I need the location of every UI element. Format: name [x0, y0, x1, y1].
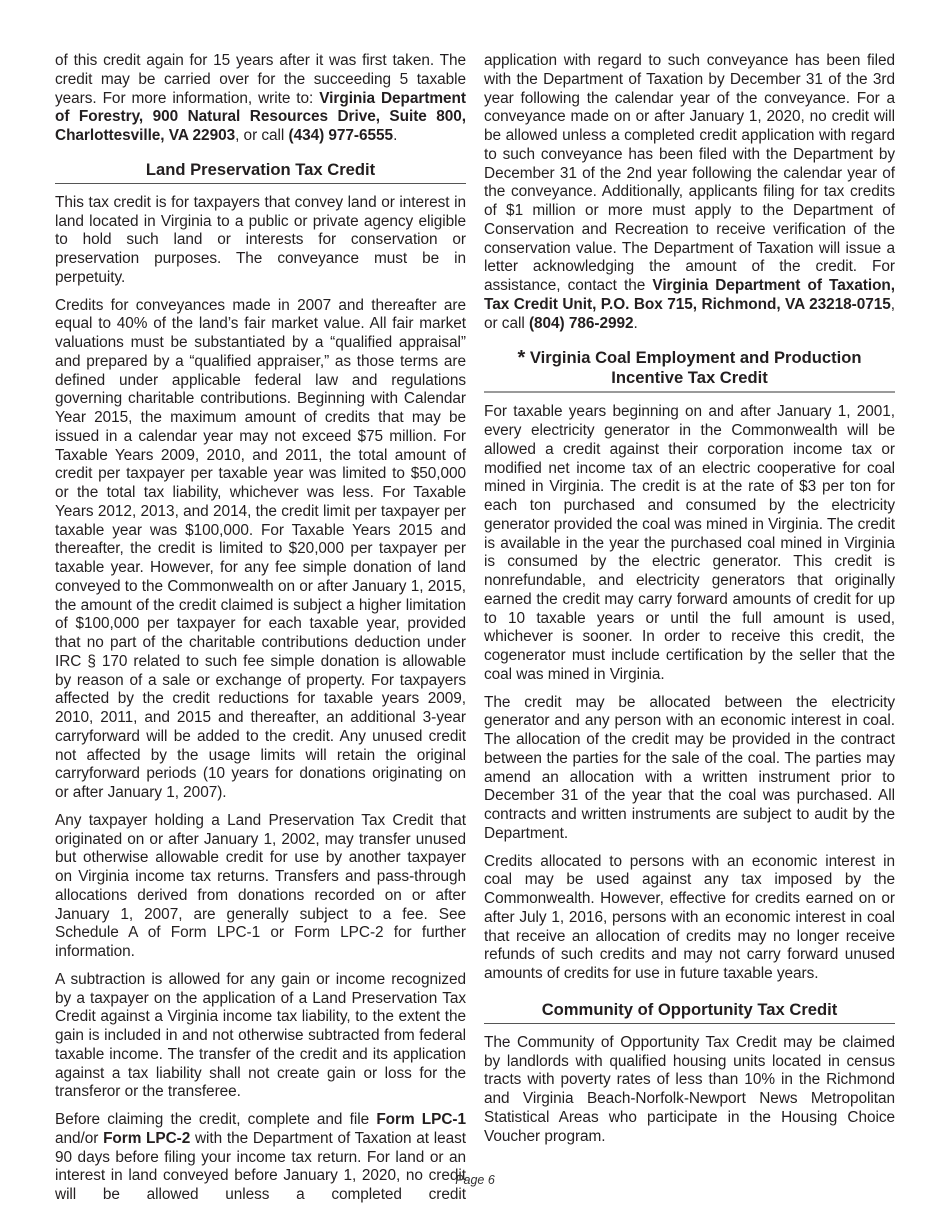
page-number: Page 6	[455, 1173, 495, 1187]
community-opportunity-paragraph-1: The Community of Opportunity Tax Credit may be claimed by landlords with qualified housing units located in census tracts with poverty rates of less than 10% in the Richmond and Virginia Beach-Norfolk-Newport News Metropolitan Statistical Areas who participate in the Housing Choice Voucher program.	[484, 1033, 895, 1145]
forestry-phone: (434) 977-6555	[288, 127, 394, 144]
taxation-contact-address: Virginia Department of Taxation, Tax Credit Unit, P.O. Box 715, Richmond, VA 23218-0715	[484, 277, 895, 313]
forestry-address: Virginia Department of Forestry, 900 Natural Resources Drive, Suite 800, Charlottesville, VA 22903	[55, 89, 466, 144]
land-preservation-paragraph-3: Any taxpayer holding a Land Preservation Tax Credit that originated on or after January 1, 2002, may transfer unused but otherwise allowable credit for use by another taxpayer on Virginia income tax returns. Transfers and pass-through allocations derived from donations recorded on or after January 1, 2007, are generally subject to a fee. See Schedule A of Form LPC-1 or Form LPC-2 for further information.	[55, 811, 466, 960]
taxation-phone: (804) 786-2992	[528, 314, 634, 332]
land-preservation-paragraph-4: A subtraction is allowed for any gain or income recognized by a taxpayer on the application of a Land Preservation Tax Credit against a Virginia income tax liability, to the extent the gain is included in and not otherwise subtracted from federal taxable income. The transfer of the credit and its application against a tax liability shall not create gain or loss for the transferor or the transferee.	[55, 970, 466, 1101]
form-lpc-2: Form LPC-2	[103, 1129, 191, 1147]
asterisk-marker: *	[517, 347, 526, 370]
coal-credit-paragraph-2: The credit may be allocated between the electricity generator and any person with an economic interest in coal. The allocation of the credit may be provided in the contract between the parties for the sale of the coal. The parties may amend an allocation with a written instrument prior to December 31 of the year that the coal was purchased. All contracts and written instruments are subject to audit by the Department.	[484, 693, 895, 842]
land-preservation-paragraph-1: This tax credit is for taxpayers that convey land or interest in land located in Virginia to a public or private agency eligible to hold such land or interests for conservation or preservation purposes. The conveyance must be in perpetuity.	[55, 193, 466, 286]
form-lpc-1: Form LPC-1	[376, 1111, 466, 1128]
section-heading-community-opportunity: Community of Opportunity Tax Credit	[484, 1000, 895, 1024]
section-heading-land-preservation: Land Preservation Tax Credit	[55, 160, 466, 184]
land-preservation-paragraph-2: Credits for conveyances made in 2007 and thereafter are equal to 40% of the land’s fair market value. All fair market valuations must be substantiated by a “qualified appraisal” and prepared by a “qualified appraiser,” as those terms are defined under applicable federal law and regulations governing charitable contributions. Beginning with Calendar Year 2015, the maximum amount of credits that may be issued in a calendar year may not exceed $75 million. For Taxable Years 2009, 2010, and 2011, the total amount of credit per taxpayer per taxable year was limited to $50,000 or the total tax liability, whichever was less. For Taxable Years 2012, 2013, and 2014, the credit limit per taxpayer per taxable year was $100,000. For Taxable Years 2015 and thereafter, the credit is limited to $20,000 per taxpayer per taxable year. However, for any fee simple donation of land conveyed to the Commonwealth on or after January 1, 2015, the amount of the credit claimed is subject a higher limitation of $100,000 per taxpayer for each taxable year, provided that no part of the charitable contributions deduction under IRC § 170 related to such fee simple donation is allowable by reason of a sale or exchange of property. For taxpayers affected by the credit reductions for taxable years 2009, 2010, 2011, and 2015 and thereafter, an additional 3-year carryforward will be added to the credit. Any unused credit not affected by the usage limits will retain the original carryforward periods (10 years for donations originating on or after January 1, 2007).	[55, 296, 466, 801]
coal-credit-paragraph-3: Credits allocated to persons with an economic interest in coal may be used against any tax imposed by the Commonwealth. However, effective for credits earned on or after July 1, 2016, persons with an economic interest in coal that receive an allocation of credits may no longer receive refunds of such credits and may not carry forward unused amounts of credits for use in future taxable years.	[484, 852, 895, 982]
forestry-contact-paragraph: of this credit again for 15 years after it was first taken. The credit may be carried over for the succeeding 5 taxable years. For more information, write to: Virginia Department of Forestry, 900 Natural Resources Drive, Suite 800, Charlottesville, VA 22903, or call (434) 977-6555.	[55, 52, 466, 144]
coal-credit-paragraph-1: For taxable years beginning on and after January 1, 2001, every electricity generator in the Commonwealth will be allowed a credit against their corporation income tax or modified net income tax of an electric cooperative for coal mined in Virginia. The credit is at the rate of $3 per ton for each ton purchased and consumed by the electricity generator provided the coal was mined in Virginia. The credit is available in the year the purchased coal mined in Virginia is consumed by the electric generator. This credit is nonrefundable, and electricity generators that originally earned the credit may carry forward amounts of credit for up to 10 taxable years or until the full amount is used, whichever is sooner. In order to receive this credit, the cogenerator must include certification by the seller that the coal was mined in Virginia.	[484, 403, 895, 683]
right-column	[484, 52, 895, 1155]
land-preservation-continuation-paragraph: application with regard to such conveyance has been filed with the Department of Taxation by December 31 of the 3rd year following the calendar year of the conveyance. For a conveyance made on or after January 1, 2020, no credit will be allowed unless a completed credit application with regard to such conveyance has been filed with the Department by December 31 of the 2nd year following the calendar year of the conveyance. Additionally, applicants filing for tax credits of $1 million or more must apply to the Department of Conservation and Recreation to receive verification of the conservation value. The Department of Taxation will issue a letter acknowledging the amount of the credit. For assistance, contact the Virginia Department of Taxation, Tax Credit Unit, P.O. Box 715, Richmond, VA 23218-0715, or call (804) 786-2992.	[484, 52, 895, 332]
left-column	[55, 52, 466, 1205]
land-preservation-paragraph-5: Before claiming the credit, complete and file Form LPC-1 and/or Form LPC-2 with the Department of Taxation at least 90 days before filing your income tax return. For land or an interest in land conveyed before January 1, 2020, no credit will be allowed unless a completed credit	[55, 1111, 466, 1203]
section-heading-coal-credit: * Virginia Coal Employment and Production Incentive Tax Credit	[484, 348, 895, 393]
